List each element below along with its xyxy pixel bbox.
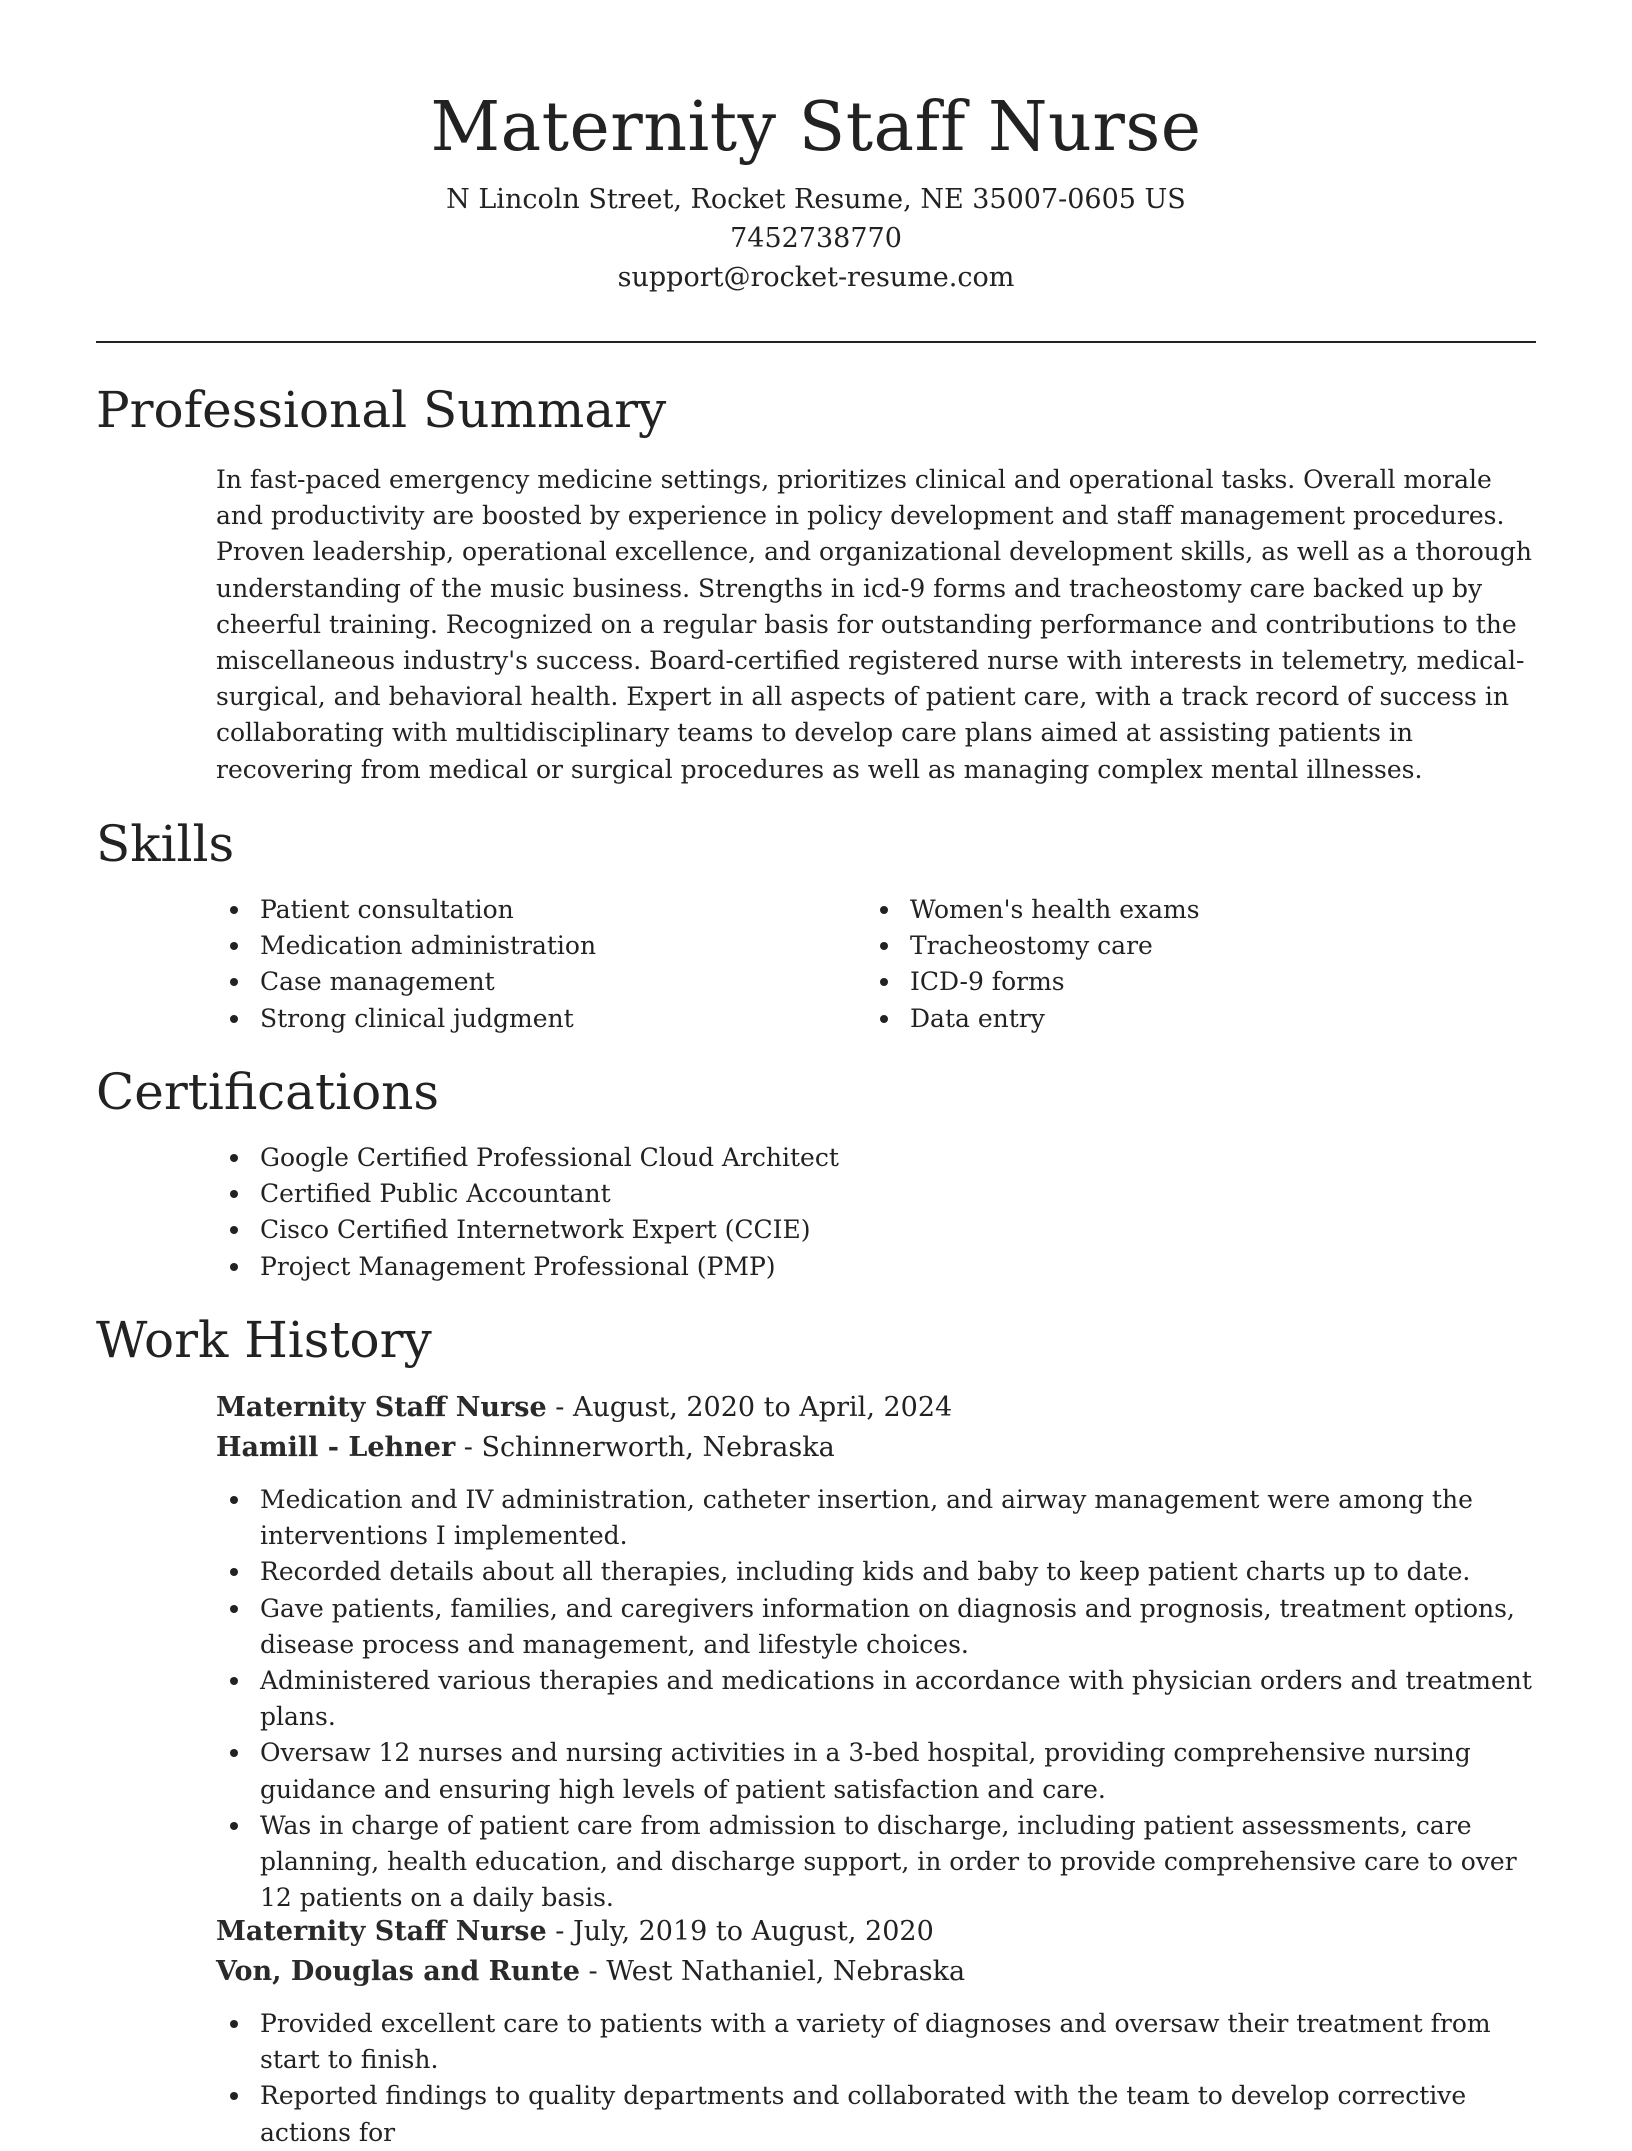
- job-role: Maternity Staff Nurse: [216, 1392, 547, 1423]
- resume-name: Maternity Staff Nurse: [430, 88, 1202, 167]
- skill-item: Patient consultation: [216, 892, 856, 928]
- summary-heading: Professional Summary: [96, 381, 667, 439]
- job-bullet: Gave patients, families, and caregivers information on diagnosis and prognosis, treatment options, disease process and management, and lifestyle choices.: [216, 1591, 1536, 1663]
- contact-email: support@rocket-resume.com: [617, 262, 1015, 293]
- job-bullets: [216, 2006, 1536, 2151]
- job-location: - Schinnerworth, Nebraska: [455, 1432, 835, 1463]
- job-entry: [216, 1388, 1536, 1468]
- skill-item: ICD-9 forms: [866, 964, 1506, 1000]
- job-bullet: Reported findings to quality departments and collaborated with the team to develop corrective actions for: [216, 2078, 1536, 2150]
- job-company-line: [216, 1428, 1536, 1468]
- header-divider: [96, 341, 1536, 343]
- job-company: Von, Douglas and Runte: [216, 1956, 580, 1987]
- skill-item: Medication administration: [216, 928, 856, 964]
- job-bullet: Provided excellent care to patients with a variety of diagnoses and oversaw their treatment from start to finish.: [216, 2006, 1536, 2078]
- skill-item: Tracheostomy care: [866, 928, 1506, 964]
- work-history-heading: Work History: [96, 1311, 432, 1369]
- job-company-line: [216, 1952, 1536, 1992]
- skills-column-right: [866, 892, 1506, 1037]
- job-dates: - July, 2019 to August, 2020: [546, 1916, 934, 1947]
- job-bullet: Recorded details about all therapies, including kids and baby to keep patient charts up to date.: [216, 1554, 1536, 1590]
- job-bullet: Administered various therapies and medications in accordance with physician orders and treatment plans.: [216, 1663, 1536, 1735]
- certification-item: Google Certified Professional Cloud Architect: [216, 1140, 1536, 1176]
- certifications-list: [216, 1140, 1536, 1285]
- job-role: Maternity Staff Nurse: [216, 1916, 547, 1947]
- certification-item: Cisco Certified Internetwork Expert (CCIE): [216, 1212, 1536, 1248]
- job-bullet: Medication and IV administration, catheter insertion, and airway management were among the interventions I implemented.: [216, 1482, 1536, 1554]
- job-dates: - August, 2020 to April, 2024: [546, 1392, 953, 1423]
- contact-block: [0, 180, 1632, 297]
- resume-header: [0, 0, 1632, 297]
- certification-item: Project Management Professional (PMP): [216, 1249, 1536, 1285]
- job-title-line: [216, 1388, 1536, 1428]
- certifications-heading: Certifications: [96, 1063, 440, 1121]
- job-title-line: [216, 1912, 1536, 1952]
- skill-item: Data entry: [866, 1001, 1506, 1037]
- job-location: - West Nathaniel, Nebraska: [579, 1956, 966, 1987]
- skill-item: Case management: [216, 964, 856, 1000]
- job-entry: [216, 1912, 1536, 1992]
- certification-item: Certified Public Accountant: [216, 1176, 1536, 1212]
- skill-item: Strong clinical judgment: [216, 1001, 856, 1037]
- skills-heading: Skills: [96, 815, 235, 873]
- skills-column-left: [216, 892, 856, 1037]
- job-bullets: [216, 1482, 1536, 1916]
- skill-item: Women's health exams: [866, 892, 1506, 928]
- contact-address: N Lincoln Street, Rocket Resume, NE 35007-0605 US: [446, 184, 1186, 215]
- summary-text: In fast-paced emergency medicine settings, prioritizes clinical and operational tasks. Overall morale and productivity are boosted by experience in policy development and staff management procedures. Proven leadership, operational excellence, and organizational development skills, as well as a thorough understanding of the music business. Strengths in icd-9 forms and tracheostomy care backed up by cheerful training. Recognized on a regular basis for outstanding performance and contributions to the miscellaneous industry's success. Board-certified registered nurse with interests in telemetry, medical-surgical, and behavioral health. Expert in all aspects of patient care, with a track record of success in collaborating with multidisciplinary teams to develop care plans aimed at assisting patients in recovering from medical or surgical procedures as well as managing complex mental illnesses.: [216, 465, 1532, 784]
- job-company: Hamill - Lehner: [216, 1432, 456, 1463]
- contact-phone: 7452738770: [730, 223, 902, 254]
- job-bullet: Oversaw 12 nurses and nursing activities in a 3-bed hospital, providing comprehensive nursing guidance and ensuring high levels of patient satisfaction and care.: [216, 1735, 1536, 1807]
- job-bullet: Was in charge of patient care from admission to discharge, including patient assessments, care planning, health education, and discharge support, in order to provide comprehensive care to over 12 patients on a daily basis.: [216, 1808, 1536, 1917]
